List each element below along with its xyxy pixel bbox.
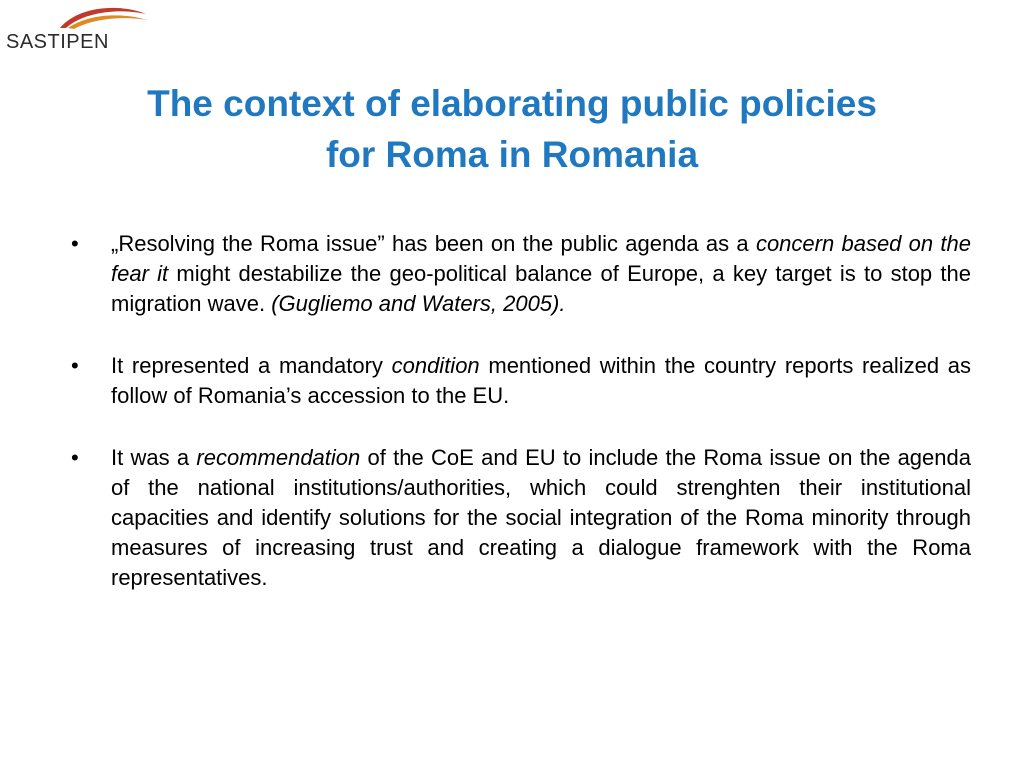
bullet-text — [111, 443, 971, 593]
text-run: It represented a mandatory — [111, 353, 392, 378]
bullet-list — [71, 229, 971, 625]
text-run: mentioned within the country reports realized as follow of Romania’s accession to the EU. — [111, 353, 971, 408]
logo-swoosh-icon — [54, 4, 154, 32]
bullet-text — [111, 351, 971, 411]
bullet-dot-icon: • — [71, 445, 79, 470]
italic-text: recommendation — [196, 445, 361, 470]
text-run: „Resolving the Roma issue” has been on the public agenda as a — [111, 231, 756, 256]
title-line-2: for Roma in Romania — [325, 134, 699, 175]
bullet-item — [71, 229, 971, 319]
bullet-dot-icon: • — [71, 353, 79, 378]
italic-text: (Gugliemo and Waters, 2005). — [271, 291, 566, 316]
text-run: might destabilize the geo-political balance of Europe, a key target is to stop the migration wave. — [111, 261, 971, 316]
bullet-item — [71, 443, 971, 593]
bullet-item — [71, 351, 971, 411]
italic-text: concern based on the fear it — [111, 231, 972, 286]
logo-wordmark: SASTIPEN — [6, 31, 109, 53]
bullet-dot-icon: • — [71, 231, 79, 256]
slide-title — [60, 78, 964, 180]
italic-text: condition — [391, 353, 480, 378]
text-run: of the CoE and EU to include the Roma issue on the agenda of the national institutions/authorities, which could strenghten their institutional capacities and identify solutions for the social integration of the Roma minority through measures of increasing trust and creating a dialogue framework with the Roma representatives. — [111, 445, 971, 590]
sastipen-logo — [4, 4, 160, 54]
title-line-1: The context of elaborating public policies — [147, 83, 877, 124]
text-run: It was a — [111, 445, 197, 470]
bullet-text — [111, 229, 971, 319]
